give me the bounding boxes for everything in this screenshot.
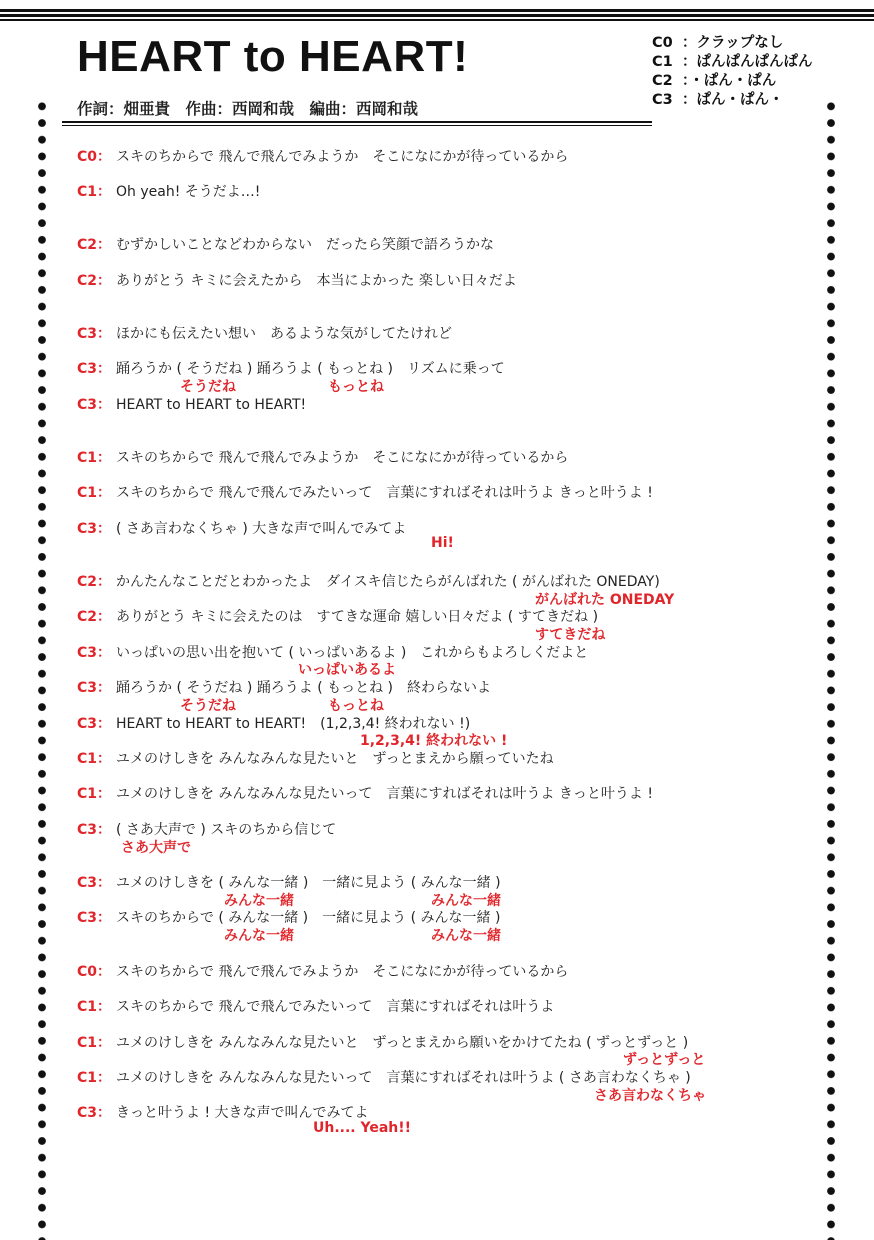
clap-code: C3： [77, 910, 112, 926]
lyric-text: ユメのけしきを みんなみんな見たいって 言葉にすればそれは叶うよ きっと叶うよ ! [116, 786, 653, 802]
lyric-line [77, 1102, 369, 1122]
call-response: みんな一緒 [431, 928, 501, 944]
lyric-text: 踊ろうか ( そうだね ) 踊ろうよ ( もっとね ) リズムに乗って [116, 361, 505, 377]
lyric-text: むずかしいことなどわからない だったら笑顔で語ろうかな [116, 237, 495, 253]
legend-text: ：クラップなし [682, 35, 784, 51]
lyric-text: スキのちからで 飛んで飛んでみたいって 言葉にすればそれは叶うよ [116, 999, 555, 1015]
clap-code: C1： [77, 450, 112, 466]
lyric-text: ユメのけしきを みんなみんな見たいと ずっとまえから願いをかけてたね ( ずっとずっと ) [116, 1035, 689, 1051]
lyric-text: ユメのけしきを みんなみんな見たいと ずっとまえから願っていたね [116, 751, 554, 767]
lyric-line [77, 783, 653, 803]
clap-code: C1： [77, 751, 112, 767]
lyric-text: HEART to HEART to HEART! [116, 397, 307, 413]
lyric-line [77, 677, 491, 697]
legend-text: ：ぱんぱんぱんぱん [682, 54, 813, 70]
lyric-line [77, 872, 501, 892]
lyric-text: ユメのけしきを みんなみんな見たいって 言葉にすればそれは叶うよ ( さあ言わなくちゃ ) [116, 1070, 691, 1086]
song-title: HEART to HEART! [77, 32, 469, 81]
clap-code: C3： [77, 1105, 112, 1121]
right-dotted-border [827, 98, 835, 1240]
clap-code: C3： [77, 680, 112, 696]
clap-code: C3： [77, 822, 112, 838]
clap-code: C1： [77, 1070, 112, 1086]
lyric-text: スキのちからで ( みんな一緒 ) 一緒に見よう ( みんな一緒 ) [116, 910, 501, 926]
lyric-text: ユメのけしきを ( みんな一緒 ) 一緒に見よう ( みんな一緒 ) [116, 875, 501, 891]
lyric-text: ありがとう キミに会えたから 本当によかった 楽しい日々だよ [116, 273, 517, 289]
lyric-line [77, 819, 336, 839]
lyric-line [77, 606, 598, 626]
lyric-line [77, 146, 568, 166]
legend-code: C0 [652, 35, 673, 51]
clap-code: C3： [77, 397, 112, 413]
lyric-line [77, 270, 517, 290]
left-dotted-border [38, 98, 46, 1240]
call-response: さあ大声で [121, 840, 191, 856]
lyric-line [77, 394, 306, 414]
lyric-text: かんたんなことだとわかったよ ダイスキ信じたらがんばれた ( がんばれた ONEDAY) [116, 574, 660, 590]
song-credits: 作詞：畑亜貴 作曲：西岡和哉 編曲：西岡和哉 [77, 100, 419, 118]
lyric-line [77, 1032, 688, 1052]
clap-code: C3： [77, 645, 112, 661]
clap-code: C0： [77, 964, 112, 980]
clap-code: C1： [77, 184, 112, 200]
call-response: ずっとずっと [623, 1052, 706, 1068]
legend-text: ：・ぱん・ぱん [682, 73, 777, 89]
clap-code: C3： [77, 361, 112, 377]
clap-code: C3： [77, 326, 112, 342]
clap-code: C0： [77, 149, 112, 165]
call-response: Hi! [431, 535, 454, 551]
lyric-line [77, 323, 452, 343]
lyric-line [77, 1067, 691, 1087]
clap-code: C3： [77, 716, 112, 732]
call-response: さあ言わなくちゃ [594, 1088, 706, 1104]
clap-code: C1： [77, 485, 112, 501]
lyric-text: きっと叶うよ ! 大きな声で叫んでみてよ [116, 1105, 369, 1121]
lyric-text: Oh yeah! そうだよ…! [116, 184, 261, 200]
lyric-line [77, 571, 660, 591]
call-response: そうだね [180, 379, 236, 395]
call-response: みんな一緒 [224, 893, 294, 909]
lyric-text: スキのちからで 飛んで飛んでみたいって 言葉にすればそれは叶うよ きっと叶うよ ! [116, 485, 653, 501]
lyric-line [77, 181, 260, 201]
call-response: もっとね [328, 698, 384, 714]
lyric-line [77, 961, 568, 981]
clap-code: C2： [77, 574, 112, 590]
lyric-text: スキのちからで 飛んで飛んでみようか そこになにかが待っているから [116, 149, 569, 165]
lyric-text: ( さあ言わなくちゃ ) 大きな声で叫んでみてよ [116, 521, 407, 537]
clap-code: C3： [77, 875, 112, 891]
call-response: 1,2,3,4! 終われない ! [360, 733, 508, 749]
clap-code: C2： [77, 609, 112, 625]
call-response: そうだね [180, 698, 236, 714]
legend-code: C3 [652, 92, 673, 108]
lyric-line [77, 358, 505, 378]
legend-text: ：ぱん・ぱん・ [682, 92, 784, 108]
lyric-text: ほかにも伝えたい想い あるような気がしてたけれど [116, 326, 453, 342]
lyric-line [77, 447, 568, 467]
call-response: もっとね [328, 379, 384, 395]
clap-code: C2： [77, 273, 112, 289]
lyric-line [77, 518, 406, 538]
lyric-text: いっぱいの思い出を抱いて ( いっぱいあるよ ) これからもよろしくだよと [116, 645, 589, 661]
lyric-text: 踊ろうか ( そうだね ) 踊ろうよ ( もっとね ) 終わらないよ [116, 680, 492, 696]
lyric-text: ( さあ大声で ) スキのちから信じて [116, 822, 337, 838]
clap-code: C3： [77, 521, 112, 537]
legend-code: C1 [652, 54, 673, 70]
call-response: がんばれた ONEDAY [535, 592, 675, 608]
call-response: みんな一緒 [224, 928, 294, 944]
lyric-line [77, 234, 494, 254]
lyric-line [77, 748, 554, 768]
call-response: いっぱいあるよ [298, 662, 396, 678]
call-response: すてきだね [535, 627, 606, 643]
lyric-line [77, 996, 554, 1016]
clap-code: C1： [77, 786, 112, 802]
lyric-text: HEART to HEART to HEART! (1,2,3,4! 終われない !) [116, 716, 471, 732]
call-response: Uh.... Yeah!! [313, 1120, 412, 1136]
lyric-line [77, 907, 500, 927]
call-response: みんな一緒 [431, 893, 501, 909]
lyric-line [77, 482, 653, 502]
lyric-text: ありがとう キミに会えたのは すてきな運命 嬉しい日々だよ ( すてきだね ) [116, 609, 599, 625]
lyric-text: スキのちからで 飛んで飛んでみようか そこになにかが待っているから [116, 450, 569, 466]
clap-code: C1： [77, 999, 112, 1015]
lyric-text: スキのちからで 飛んで飛んでみようか そこになにかが待っているから [116, 964, 569, 980]
clap-code: C1： [77, 1035, 112, 1051]
lyrics-body [77, 0, 817, 1240]
clap-code: C2： [77, 237, 112, 253]
legend-code: C2 [652, 73, 673, 89]
